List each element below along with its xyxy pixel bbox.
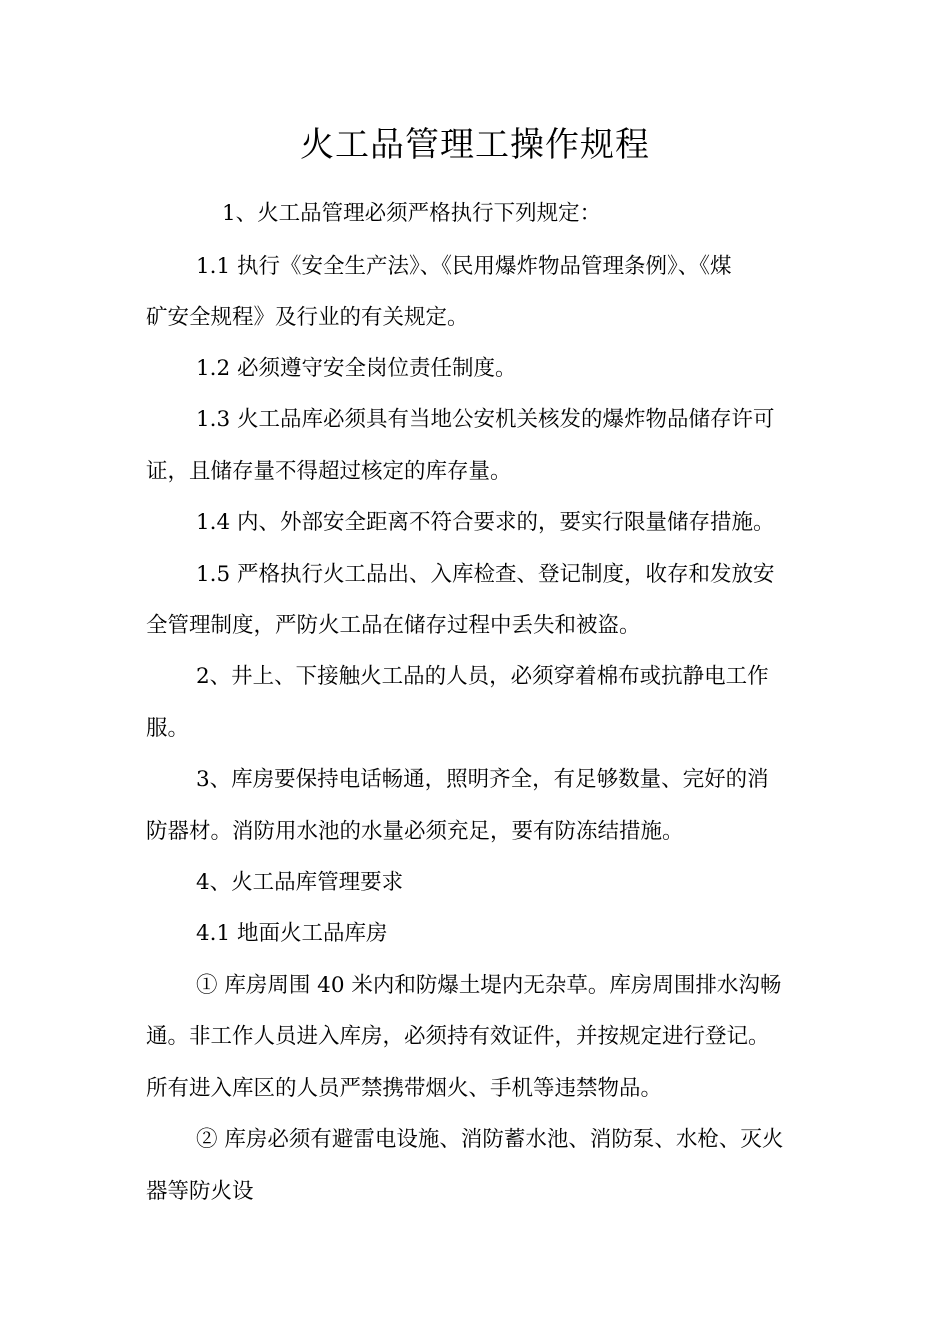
paragraph-line: 矿安全规程》及行业的有关规定。 — [146, 305, 469, 330]
paragraph-line: 1.1 执行《安全生产法》、《民用爆炸物品管理条例》、《煤 — [196, 254, 732, 279]
document-title: 火工品管理工操作规程 — [300, 125, 650, 165]
paragraph-line: 所有进入库区的人员严禁携带烟火、手机等违禁物品。 — [146, 1076, 663, 1101]
paragraph-line: 1.4 内、外部安全距离不符合要求的，要实行限量储存措施。 — [196, 510, 775, 535]
paragraph-line: ① 库房周围 40 米内和防爆土堤内无杂草。库房周围排水沟畅 — [196, 973, 782, 998]
paragraph-line: 1、火工品管理必须严格执行下列规定： — [222, 201, 602, 226]
paragraph-line: 全管理制度，严防火工品在储存过程中丢失和被盗。 — [146, 613, 641, 638]
paragraph-line: 3、库房要保持电话畅通，照明齐全，有足够数量、完好的消 — [196, 767, 769, 792]
paragraph-line: 服。 — [146, 716, 190, 741]
paragraph-line: 1.2 必须遵守安全岗位责任制度。 — [196, 356, 517, 381]
paragraph-line: 1.5 严格执行火工品出、入库检查、登记制度，收存和发放安 — [196, 562, 775, 587]
paragraph-line: 2、井上、下接触火工品的人员，必须穿着棉布或抗静电工作 — [196, 664, 769, 689]
paragraph-line: 证，且储存量不得超过核定的库存量。 — [146, 459, 512, 484]
paragraph-line: 4.1 地面火工品库房 — [196, 921, 388, 946]
paragraph-line: 器等防火设 — [146, 1179, 254, 1204]
paragraph-line: 4、火工品库管理要求 — [196, 870, 404, 895]
paragraph-line: 通。非工作人员进入库房，必须持有效证件，并按规定进行登记。 — [146, 1024, 770, 1049]
paragraph-line: ② 库房必须有避雷电设施、消防蓄水池、消防泵、水枪、灭火 — [196, 1127, 784, 1152]
paragraph-line: 防器材。消防用水池的水量必须充足，要有防冻结措施。 — [146, 819, 684, 844]
paragraph-line: 1.3 火工品库必须具有当地公安机关核发的爆炸物品储存许可 — [196, 407, 775, 432]
